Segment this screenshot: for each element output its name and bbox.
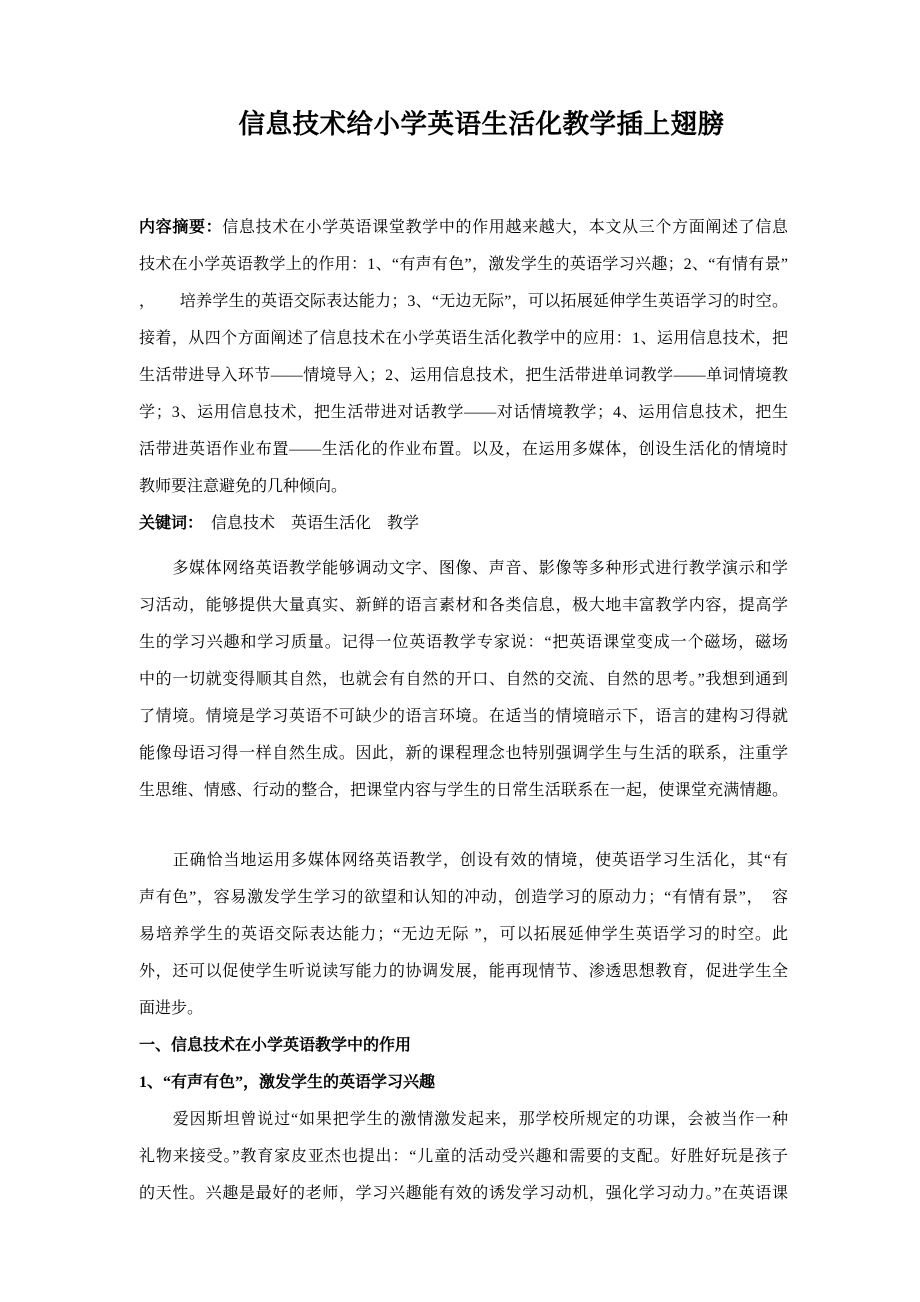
keywords-line bbox=[139, 505, 788, 542]
paragraph2-line: 正确恰当地运用多媒体网络英语教学，创设有效的情境，使英语学习生活化，其“有 bbox=[139, 852, 788, 869]
abstract-text: 信息技术在小学英语课堂教学中的作用越来越大，本文从三个方面阐述了信息 bbox=[222, 219, 788, 236]
paragraph1-line: 生思维、情感、行动的整合，把课堂内容与学生的日常生活联系在一起，使课堂充满情趣。 bbox=[139, 782, 788, 799]
keywords-text: 信息技术 英语生活化 教学 bbox=[195, 515, 420, 532]
paragraph1-line: 能像母语习得一样自然生成。因此，新的课程理念也特别强调学生与生活的联系，注重学 bbox=[139, 745, 788, 762]
paragraph1-line: 习活动，能够提供大量真实、新鲜的语言素材和各类信息，极大地丰富教学内容，提高学 bbox=[139, 597, 788, 614]
paragraph3-line: 礼物来接受。”教育家皮亚杰也提出：“儿童的活动受兴趣和需要的支配。好胜好玩是孩子 bbox=[139, 1148, 788, 1165]
paragraph2-line: 易培养学生的英语交际表达能力；“无边无际 ”，可以拓展延伸学生英语学习的时空。此 bbox=[139, 926, 788, 943]
paragraph2-line: 声有色”，容易激发学生学习的欲望和认知的冲动，创造学习的原动力；“有情有景”， 容 bbox=[139, 889, 788, 906]
paragraph1-line: 中的一切就变得顺其自然，也就会有自然的开口、自然的交流、自然的思考。”我想到通到 bbox=[139, 671, 788, 688]
keywords-label: 关键词： bbox=[139, 515, 196, 532]
abstract-label: 内容摘要： bbox=[139, 219, 223, 236]
paragraph3-line: 爱因斯坦曾说过“如果把学生的激情激发起来，那学校所规定的功课，会被当作一种 bbox=[139, 1111, 788, 1128]
paragraph2-line: 面进步。 bbox=[139, 1000, 204, 1017]
paragraph1-line: 了情境。情境是学习英语不可缺少的语言环境。在适当的情境暗示下，语言的建构习得就 bbox=[139, 708, 788, 725]
spacer bbox=[139, 809, 788, 842]
document-body bbox=[139, 209, 788, 1212]
abstract-line: 生活带进导入环节——情境导入；2、运用信息技术，把生活带进单词教学——单词情境教 bbox=[139, 367, 788, 384]
abstract-line: 技术在小学英语教学上的作用：1、“有声有色”，激发学生的英语学习兴趣；2、“有情有景” bbox=[139, 256, 788, 273]
paragraph2-line: 外，还可以促使学生听说读写能力的协调发展，能再现情节、渗透思想教育，促进学生全 bbox=[139, 963, 788, 980]
abstract-line: ， 培养学生的英语交际表达能力；3、“无边无际”，可以拓展延伸学生英语学习的时空。 bbox=[139, 293, 788, 310]
spacer bbox=[139, 542, 788, 550]
paragraph1-line: 多媒体网络英语教学能够调动文字、图像、声音、影像等多种形式进行教学演示和学 bbox=[139, 560, 788, 577]
section-heading-1: 一、信息技术在小学英语教学中的作用 bbox=[139, 1037, 412, 1054]
section-heading-1-1: 1、“有声有色”，激发学生的英语学习兴趣 bbox=[139, 1074, 436, 1091]
paragraph1-line: 生的学习兴趣和学习质量。记得一位英语教学专家说：“把英语课堂变成一个磁场，磁场 bbox=[139, 634, 788, 651]
abstract-line: 学；3、运用信息技术，把生活带进对话教学——对话情境教学；4、运用信息技术，把生 bbox=[139, 404, 788, 421]
paragraph3-line: 的天性。兴趣是最好的老师，学习兴趣能有效的诱发学习动机，强化学习动力。”在英语课 bbox=[139, 1185, 788, 1202]
document-title: 信息技术给小学英语生活化教学插上翅膀 bbox=[238, 109, 725, 139]
abstract-line bbox=[139, 209, 788, 246]
abstract-line: 活带进英语作业布置——生活化的作业布置。以及，在运用多媒体，创设生活化的情境时 bbox=[139, 441, 788, 458]
abstract-line: 教师要注意避免的几种倾向。 bbox=[139, 478, 348, 495]
abstract-line: 接着，从四个方面阐述了信息技术在小学英语生活化教学中的应用：1、运用信息技术，把 bbox=[139, 330, 788, 347]
